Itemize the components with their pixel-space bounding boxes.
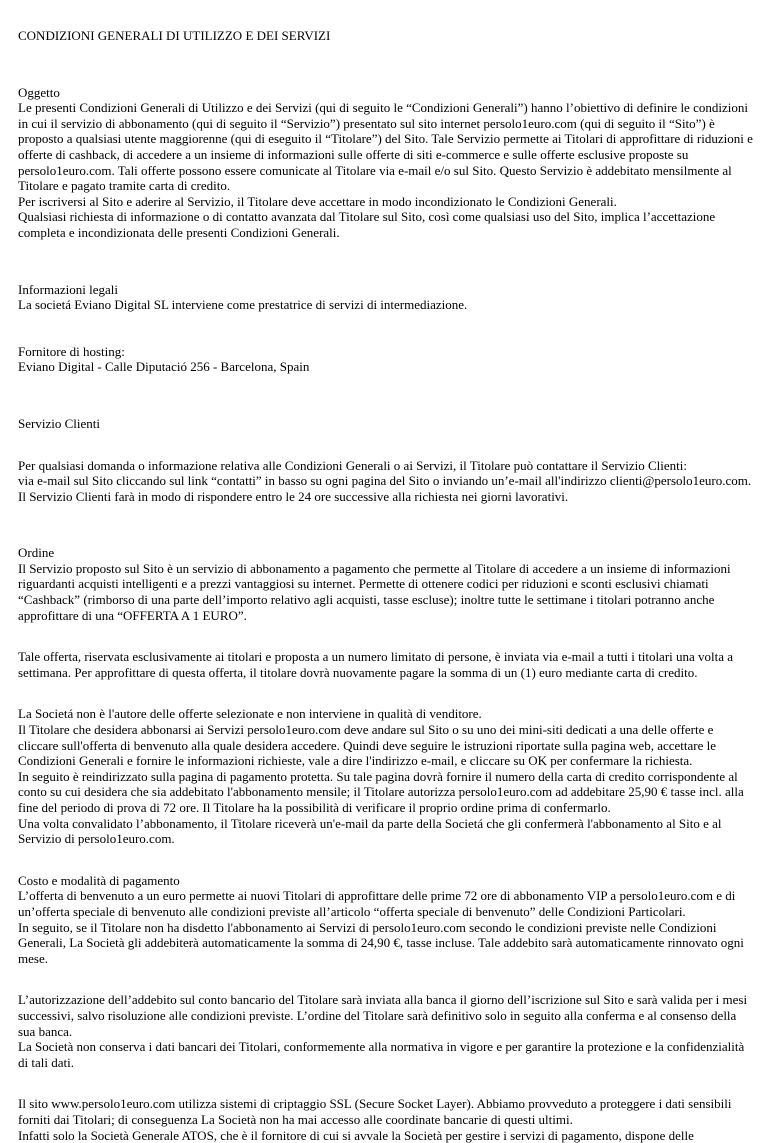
paragraph: L’autorizzazione dell’addebito sul conto bancario del Titolare sarà inviata alla banca il giorno dell’iscrizione sul Sito e sarà valida per i mesi successivi, salvo risoluzione alle condizioni previste. L’ordine del Titolare sarà definitivo solo in seguito alla conferma e al consenso della sua banca. [18, 992, 756, 1039]
section-heading: Ordine [18, 545, 756, 561]
paragraph: Per qualsiasi domanda o informazione relativa alle Condizioni Generali o ai Servizi, il Titolare può contattare il Servizio Clienti: [18, 458, 756, 474]
section-informazioni-legali [18, 282, 756, 313]
paragraph: Eviano Digital - Calle Diputació 256 - Barcelona, Spain [18, 359, 756, 375]
paragraph: Il Servizio Clienti farà in modo di rispondere entro le 24 ore successive alla richiesta nei giorni lavorativi. [18, 489, 756, 505]
page-title: CONDIZIONI GENERALI DI UTILIZZO E DEI SERVIZI [18, 28, 756, 44]
paragraph: La societá Eviano Digital SL interviene come prestatrice di servizi di intermediazione. [18, 297, 756, 313]
section-servizio-clienti [18, 416, 756, 504]
paragraph: Le presenti Condizioni Generali di Utilizzo e dei Servizi (qui di seguito le “Condizioni Generali”) hanno l’obiettivo di definire le condizioni in cui il servizio di abbonamento (qui di seguito il “Servizio”) presentato sul sito internet persolo1euro.com (qui di seguito il “Sito”) è proposto a qualsiasi utente maggiorenne (qui di eseguito il “Titolare”) del Sito. Tale Servizio permette ai Titolari di approfittare di riduzioni e offerte di cashback, di accedere a un insieme di informazioni sulle offerte di siti e-commerce e sulle offerte esclusive proposte su persolo1euro.com. Tali offerte possono essere comunicate al Titolare via e-mail e/o sul Sito. Questo Servizio è addebitato mensilmente al Titolare e pagato tramite carta di credito. [18, 100, 756, 194]
paragraph: Il Servizio proposto sul Sito è un servizio di abbonamento a pagamento che permette al Titolare di accedere a un insieme di informazioni riguardanti acquisti intelligenti e a prezzi vantaggiosi su internet. Permette di ottenere codici per riduzioni e sconti esclusivi chiamati “Cashback” (rimborso di una parte dell’importo relativo agli acquisti, tasse escluse); inoltre tutte le settimane i titolari potranno anche approfittare di una “OFFERTA A 1 EURO”. [18, 561, 756, 623]
section-ordine [18, 545, 756, 847]
paragraph: Una volta convalidato l’abbonamento, il Titolare riceverà un'e-mail da parte della Societá che gli confermerà l'abbonamento al Sito e al Servizio di persolo1euro.com. [18, 816, 756, 847]
paragraph: Tale offerta, riservata esclusivamente ai titolari e proposta a un numero limitato di persone, è inviata via e-mail a tutti i titolari una volta a settimana. Per approfittare di questa offerta, il titolare dovrà nuovamente pagare la somma di un (1) euro mediante carta di credito. [18, 649, 756, 680]
section-heading: Oggetto [18, 85, 756, 101]
section-heading: Servizio Clienti [18, 416, 756, 432]
section-oggetto [18, 85, 756, 241]
section-heading: Costo e modalità di pagamento [18, 873, 756, 889]
paragraph: Qualsiasi richiesta di informazione o di contatto avanzata dal Titolare sul Sito, così come qualsiasi uso del Sito, implica l’accettazione completa e incondizionata delle presenti Condizioni Generali. [18, 209, 756, 240]
paragraph: La Societá non è l'autore delle offerte selezionate e non interviene in qualità di venditore. [18, 706, 756, 722]
section-heading: Fornitore di hosting: [18, 344, 756, 360]
paragraph: Infatti solo la Società Generale ATOS, che è il fornitore di cui si avvale la Società per gestire i servizi di pagamento, dispone delle [18, 1128, 756, 1143]
paragraph: In seguito, se il Titolare non ha disdetto l'abbonamento ai Servizi di persolo1euro.com secondo le condizioni previste nelle Condizioni Generali, La Società gli addebiterà automaticamente la somma di 24,90 €, tasse incluse. Tale addebito sarà automaticamente rinnovato ogni mese. [18, 920, 756, 967]
paragraph: via e-mail sul Sito cliccando sul link “contatti” in basso su ogni pagina del Sito o inviando un’e-mail all'indirizzo clienti@persolo1euro.com. [18, 473, 756, 489]
paragraph: La Società non conserva i dati bancari dei Titolari, conformemente alla normativa in vigore e per garantire la protezione e la confidenzialità di tali dati. [18, 1039, 756, 1070]
section-costo [18, 873, 756, 1143]
paragraph: L’offerta di benvenuto a un euro permette ai nuovi Titolari di approfittare delle prime 72 ore di abbonamento VIP a persolo1euro.com e di un’offerta speciale di benvenuto alle condizioni previste all’articolo “offerta speciale di benvenuto” delle Condizioni Particolari. [18, 888, 756, 919]
paragraph: Il sito www.persolo1euro.com utilizza sistemi di criptaggio SSL (Secure Socket Layer). Abbiamo provveduto a proteggere i dati sensibili forniti dai Titolari; di conseguenza La Società non ha mai accesso alle coordinate bancarie di questi ultimi. [18, 1096, 756, 1127]
section-hosting [18, 344, 756, 375]
terms-document [18, 28, 756, 1143]
paragraph: In seguito è reindirizzato sulla pagina di pagamento protetta. Su tale pagina dovrà fornire il numero della carta di credito corrispondente al conto su cui desidera che sia addebitato l'abbonamento mensile; il Titolare autorizza persolo1euro.com ad addebitare 25,90 € tasse incl. alla fine del periodo di prova di 72 ore. Il Titolare ha la possibilità di verificare il proprio ordine prima di confermarlo. [18, 769, 756, 816]
paragraph: Il Titolare che desidera abbonarsi ai Servizi persolo1euro.com deve andare sul Sito o su uno dei mini-siti dedicati a una delle offerte e cliccare sull'offerta di benvenuto alla quale desidera accedere. Quindi deve seguire le istruzioni riportate sulla pagina web, accettare le Condizioni Generali e fornire le informazioni richieste, vale a dire l'indirizzo e-mail, e cliccare su OK per confermare la richiesta. [18, 722, 756, 769]
section-heading: Informazioni legali [18, 282, 756, 298]
paragraph: Per iscriversi al Sito e aderire al Servizio, il Titolare deve accettare in modo incondizionato le Condizioni Generali. [18, 194, 756, 210]
